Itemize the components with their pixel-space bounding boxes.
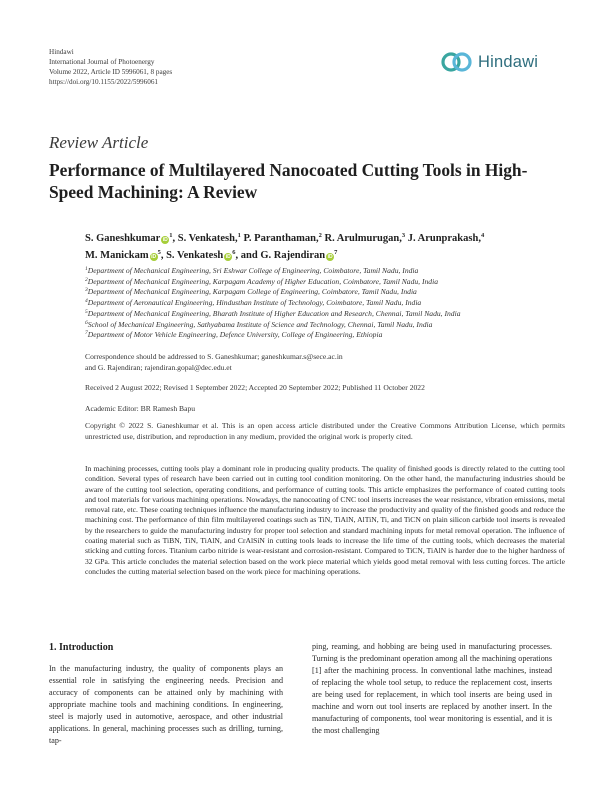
author-name: [85, 233, 173, 244]
affiliation-marker: 1: [169, 232, 173, 239]
affiliation-number: 5: [85, 308, 88, 315]
affiliation-marker: 1: [237, 232, 241, 239]
intro-left-column: In the manufacturing industry, the quality of components plays an essential role in satisfying the engineering needs. Precision and accuracy of components can be attained only by machining with appropriate machine tools and machining conditions. In engineering, steel is majorly used in automotive, aerospace, and other industrial applications. In general, machining processes such as drilling, turning, tap-: [49, 664, 283, 746]
affiliation-number: 4: [85, 298, 88, 305]
affiliation: [85, 320, 565, 331]
author-name-text: S. Venkatesh,: [177, 233, 238, 244]
orcid-icon[interactable]: iD: [151, 254, 157, 260]
orcid-icon[interactable]: iD: [327, 254, 333, 260]
article-type: Review Article: [49, 133, 149, 152]
affiliation-text: Department of Motor Vehicle Engineering, Defence University, College of Engineering, Ethiopia: [87, 330, 383, 340]
author-name-text: S. Ganeshkumar: [85, 233, 161, 244]
affiliation: [85, 330, 565, 341]
intro-right-column: ping, reaming, and hobbing are being used in manufacturing processes. Turning is the predominant operation among all the machining operations [1] after the machining process. In conventional lathe machines, instead of replacing the whole tool setup, to reduce the replacement cost, inserts are being used for replacement, in which tool inserts are being used in machine and worn out tool inserts are replaced by another insert. In the manufacturing of components, tool wear monitoring is essential, and it is the most challenging: [312, 642, 552, 736]
logo-text: Hindawi: [478, 52, 539, 71]
author-name: [325, 233, 406, 244]
affiliation-marker: 5: [157, 249, 161, 256]
orcid-icon[interactable]: iD: [225, 254, 231, 260]
affiliation-text: School of Mechanical Engineering, Sathyabama Institute of Science and Technology, Chennai, Tamil Nadu, India: [87, 319, 433, 329]
correspondence: [85, 352, 565, 374]
affiliation-text: Department of Mechanical Engineering, Karpagam Academy of Higher Education, Coimbatore, Tamil Nadu, India: [87, 276, 439, 286]
hindawi-rings-icon: [440, 51, 474, 73]
affiliation-marker: 2: [318, 232, 322, 239]
affiliation-text: Department of Aeronautical Engineering, Hindusthan Institute of Technology, Coimbatore, Tamil Nadu, India: [87, 298, 422, 308]
affiliation-marker: 7: [334, 249, 338, 256]
author-name-text: P. Paranthaman,: [243, 233, 319, 244]
author-separator: ,: [235, 250, 241, 261]
author-name: [243, 233, 321, 244]
affiliation-text: Department of Mechanical Engineering, Sri Eshwar College of Engineering, Coimbatore, Tamil Nadu, India: [87, 266, 419, 275]
author-name-text: M. Manickam: [85, 250, 149, 261]
author-name-text: J. Arunprakash,: [407, 233, 481, 244]
affiliation: [85, 309, 565, 320]
affiliation: [85, 287, 565, 298]
publisher-name: Hindawi: [49, 48, 74, 56]
correspondence-line-2: and G. Rajendiran; rajendiran.gopal@dec.edu.et: [85, 362, 232, 372]
affiliation-text: Department of Mechanical Engineering, Karpagam College of Engineering, Coimbatore, Tamil Nadu, India: [87, 287, 417, 297]
copyright-notice: Copyright © 2022 S. Ganeshkumar et al. This is an open access article distributed under the Creative Commons Attribution License, which permits unrestricted use, distribution, and reproduction in any medium, provided the original work is properly cited.: [85, 421, 565, 441]
section-heading-introduction: 1. Introduction: [49, 642, 114, 653]
affiliation-number: 2: [85, 276, 88, 283]
affiliation-marker: 3: [401, 232, 406, 239]
affiliation-list: [85, 266, 565, 341]
affiliation: [85, 266, 565, 277]
academic-editor: Academic Editor: BR Ramesh Bapu: [85, 404, 196, 413]
author-name: [178, 233, 241, 244]
volume-line: Volume 2022, Article ID 5996061, 8 pages: [49, 68, 173, 76]
affiliation-marker: 6: [232, 249, 236, 256]
author-name-text: S. Venkatesh: [166, 250, 224, 261]
doi-link[interactable]: https://doi.org/10.1155/2022/5996061: [49, 78, 159, 86]
abstract: In machining processes, cutting tools play a dominant role in producing quality products. The quality of finished goods is directly related to the cutting tool condition. Several types of research have been carried out in cutting tool condition monitoring. On the other hand, the manufacturing industries should be aware of the cutting tool selection, operating conditions, and performance of cutting tools. This article emphasizes the performance of coated cutting tools and tool materials for various machining operations. Nowadays, the nanocoating of CNC tool inserts increases the wear resistance, vibration emissions, metal removal rate, etc. These coating techniques influence the manufacturing industry to increase the productivity and quality of the finished goods and reduce the machining cost. The performance of thin film multilayered coatings such as TiN, TiAlN, AlTiN, Ti, and TiCN on plain silicon carbide tool inserts is revealed by the researchers to guide the manufacturing industry for proper tool selection and standard machining inputs for metal removal operation. The influence of coating material such as TiBN, TiN, TiAlN, and CrAlSiN in cutting tools leads to increase the life time of the cutting tools, which decreases the material sticking and cutting forces. Titanium carbo nitride is wear-resistant and corrosion-resistant. Compared to TiCN, TiAlN is harder due to the higher hardness of 32 GPa. This article concludes the material selection based on the work piece material which yields good metal removal with less cutting forces. The article concludes the cutting material selection based on the work piece for machining operations.: [85, 464, 565, 576]
affiliation-number: 3: [85, 287, 88, 294]
author-name: [85, 250, 161, 261]
publication-dates: Received 2 August 2022; Revised 1 September 2022; Accepted 20 September 2022; Published 11 October 2022: [85, 383, 425, 392]
affiliation: [85, 298, 565, 309]
author-name: [241, 250, 338, 261]
affiliation: [85, 277, 565, 288]
affiliation-number: 1: [85, 266, 88, 272]
author-name-text: and G. Rajendiran: [240, 250, 326, 261]
affiliation-number: 7: [85, 330, 88, 337]
orcid-icon[interactable]: iD: [162, 237, 168, 243]
author-name: [408, 233, 484, 244]
author-name: [166, 250, 235, 261]
hindawi-logo: [440, 46, 552, 78]
author-separator: ,: [160, 250, 167, 261]
author-list: [85, 230, 560, 264]
affiliation-number: 6: [85, 319, 88, 326]
correspondence-line-1: Correspondence should be addressed to S. Ganeshkumar; ganeshkumar.s@sece.ac.in: [85, 352, 343, 361]
author-name-text: R. Arulmurugan,: [324, 233, 402, 244]
affiliation-text: Department of Mechanical Engineering, Bharath Institute of Higher Education and Research, Chennai, Tamil Nadu, India: [87, 308, 461, 318]
author-separator: ,: [172, 233, 178, 244]
paper-title: Performance of Multilayered Nanocoated Cutting Tools in High-Speed Machining: A Review: [49, 160, 528, 202]
affiliation-marker: 4: [480, 232, 485, 239]
journal-name: International Journal of Photoenergy: [49, 58, 155, 66]
journal-header: [49, 47, 172, 87]
